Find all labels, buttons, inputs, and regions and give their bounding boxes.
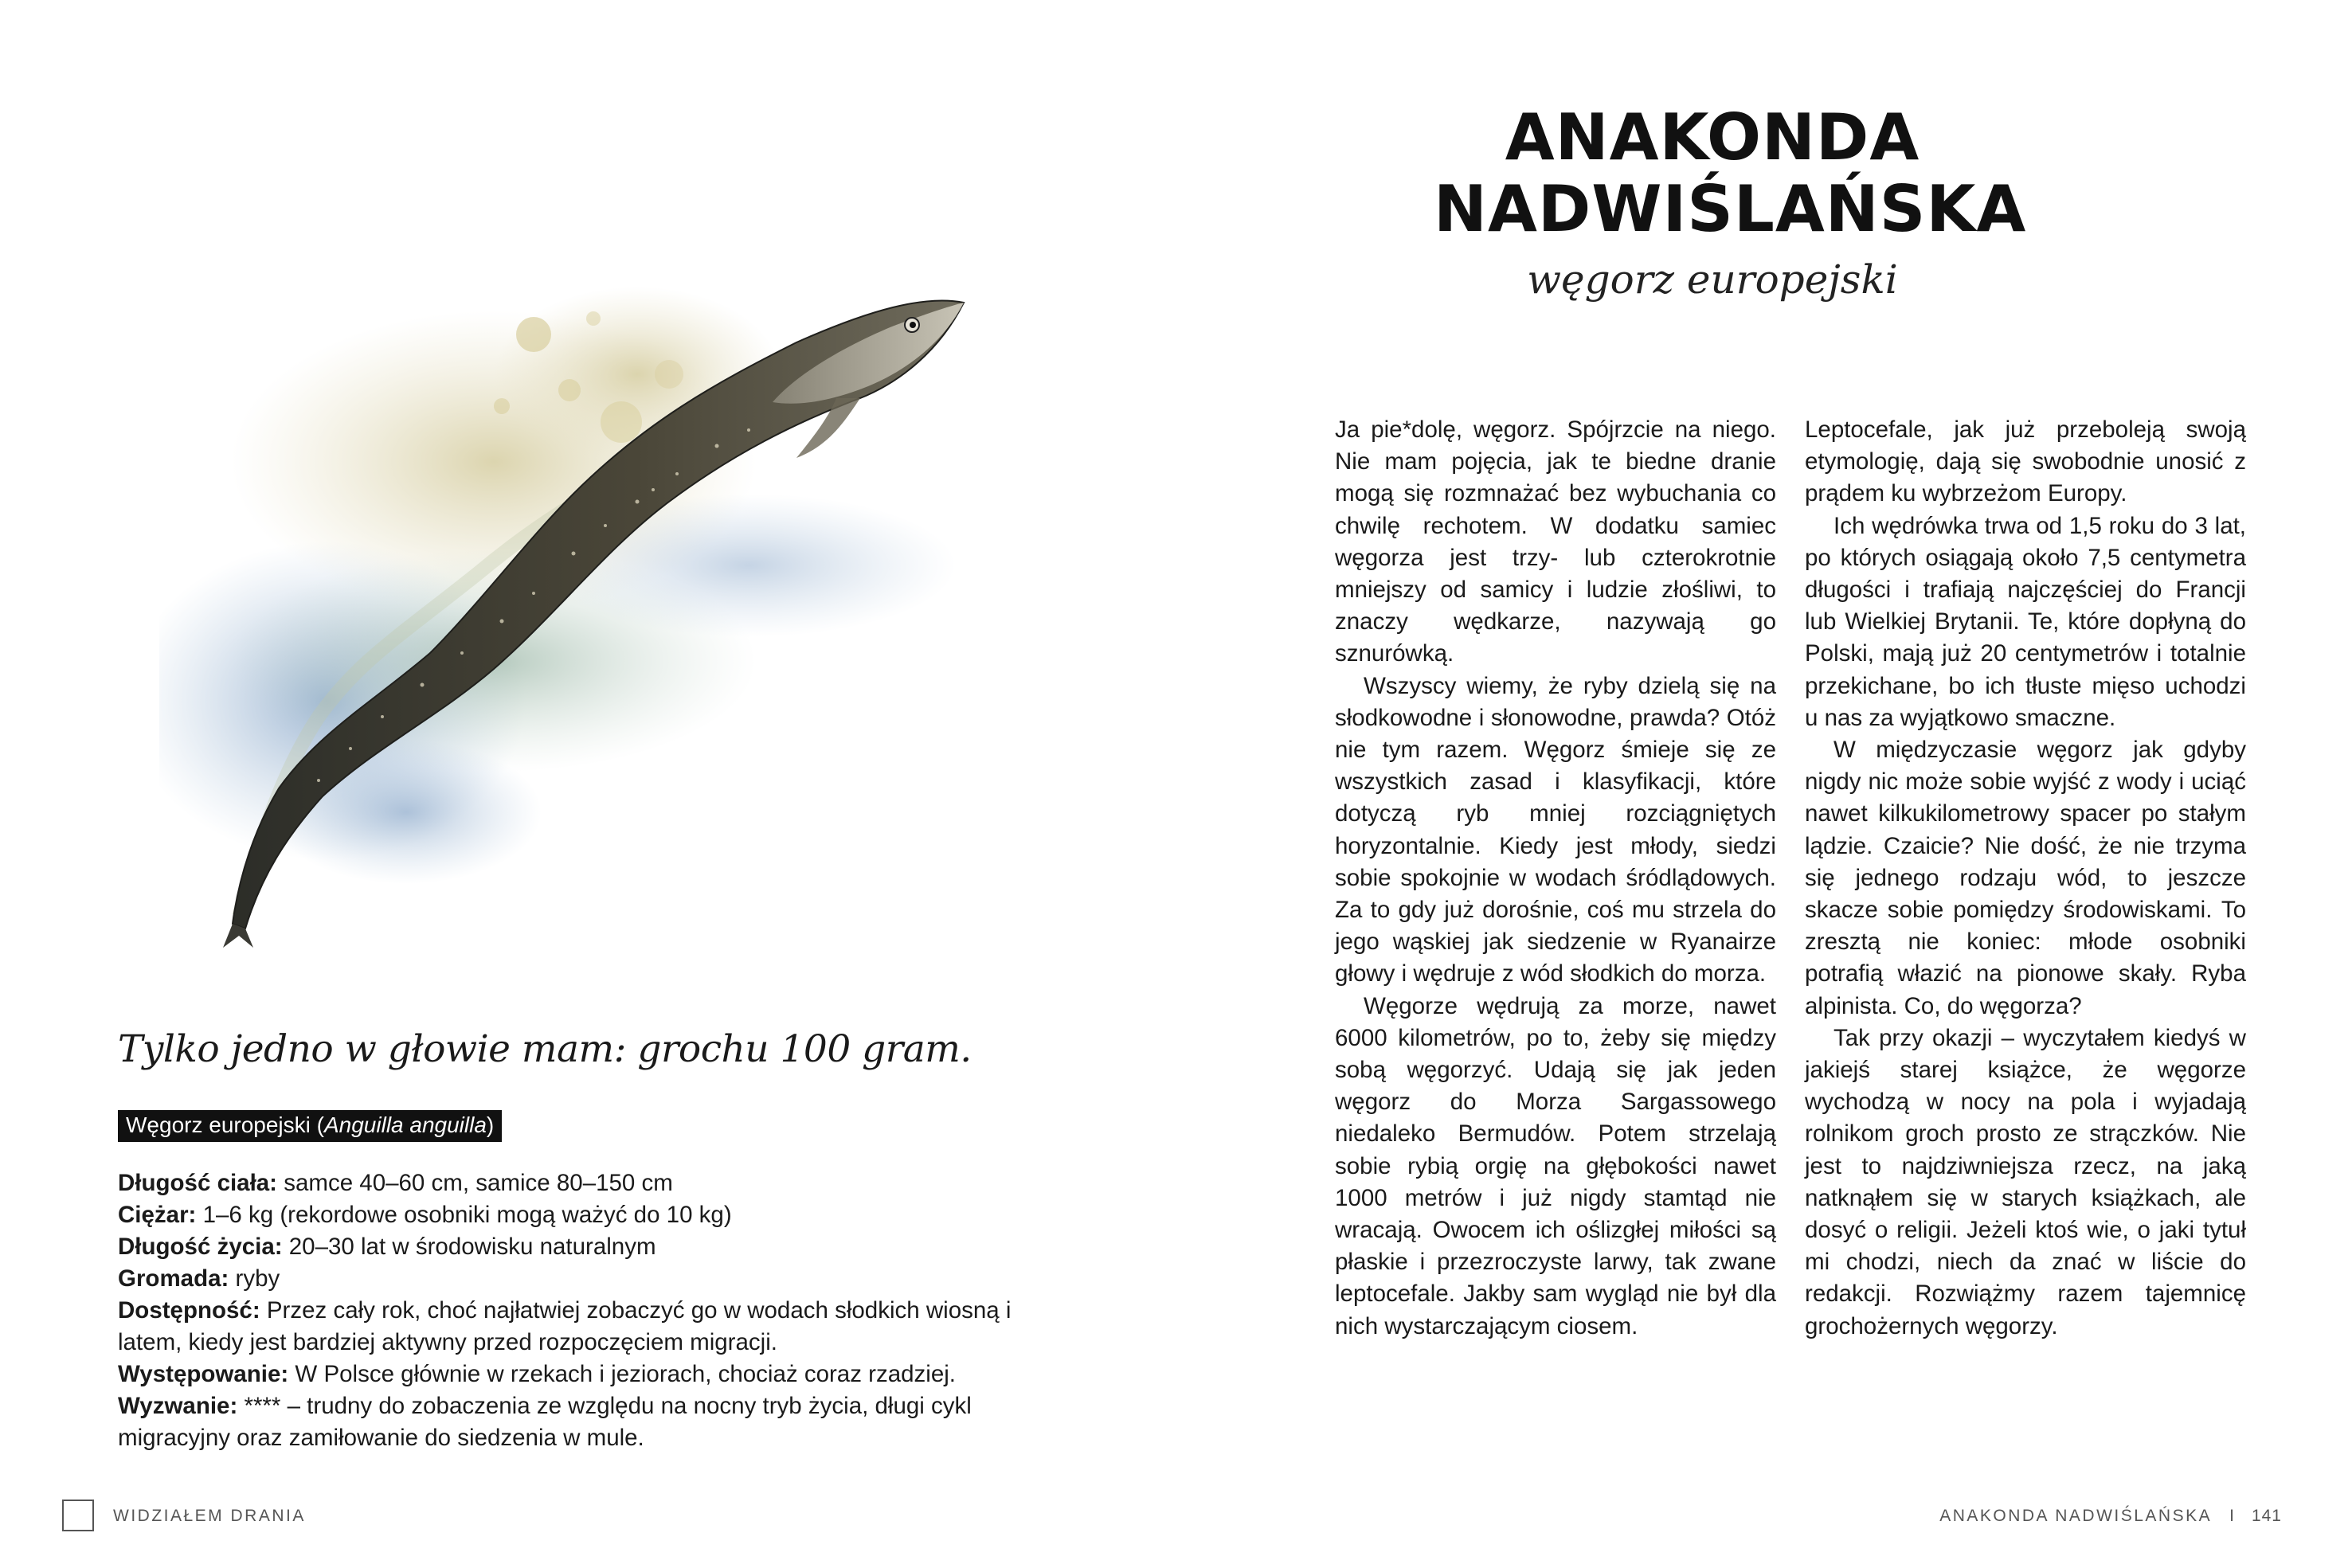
text-column-2 [1805, 414, 2246, 1343]
footer-square-icon [62, 1500, 94, 1531]
fact-challenge [118, 1390, 1018, 1454]
eel-quote: Tylko jedno w głowie mam: grochu 100 gram. [118, 1027, 972, 1071]
fact-value: Przez cały rok, choć najłatwiej zobaczyć go w wodach słodkich wiosną i latem, kiedy jest bardziej aktywny przed rozpoczęciem migracji. [118, 1297, 1012, 1355]
species-name-close: ) [486, 1112, 495, 1137]
text-column-1 [1335, 414, 1776, 1343]
fact-value: ryby [229, 1265, 280, 1292]
fact-value: 20–30 lat w środowisku naturalnym [282, 1234, 656, 1260]
fact-value: 1–6 kg (rekordowe osobniki mogą ważyć do 10 kg) [196, 1202, 732, 1228]
paragraph: Wszyscy wiemy, że ryby dzielą się na słodkowodne i słonowodne, prawda? Otóż nie tym razem. Węgorz śmieje się ze wszystkich zasad i klasyfikacji, które dotyczą ryb mniej rozciągniętych horyzontalnie. Kiedy jest młody, siedzi sobie spokojnie w wodach śródlądowych. Za to gdy już dorośnie, coś mu strzela do jego wąskiej jak siedzenie w Ryanairze głowy i wędruje z wód słodkich do morza. [1335, 672, 1776, 987]
paragraph: Leptocefale, jak już przeboleją swoją etymologię, dają się swobodnie unosić z prądem ku wybrzeżom Europy. [1805, 416, 2246, 507]
footer-chapter-title: ANAKONDA NADWIŚLAŃSKA [1939, 1507, 2213, 1525]
fact-value: **** – trudny do zobaczenia ze względu na nocny tryb życia, długi cykl migracyjny oraz zamiłowanie do siedzenia w mule. [118, 1393, 972, 1451]
fact-label: Długość życia: [118, 1234, 283, 1260]
page-subtitle: węgorz europejski [1527, 256, 1898, 303]
fact-availability [118, 1295, 1018, 1359]
page-number: 141 [2251, 1507, 2282, 1525]
eel-watercolor-illustration [159, 287, 1019, 948]
title-line-1: ANAKONDA [1505, 100, 1920, 174]
title-line-2: NADWIŚLAŃSKA [1434, 172, 2027, 246]
fact-weight [118, 1199, 1018, 1231]
paragraph: Ich wędrówka trwa od 1,5 roku do 3 lat, po których osiągają około 7,5 centymetra długości i trafiają najczęściej do Francji lub Wielkiej Brytanii. Te, które dopłyną do Polski, mają już 20 centymetrów i totalnie przekichane, bo ich tłuste mięso uchodzi u nas za wyjątkowo smaczne. [1805, 512, 2246, 731]
paragraph: W międzyczasie węgorz jak gdyby nigdy nic może sobie wyjść z wody i uciąć nawet kilkukilometrowy spacer po stałym lądzie. Czaicie? Nie dość, że nie trzyma się jednego rodzaju wód, to jeszcze skacze sobie pomiędzy środowiskami. To zresztą nie koniec: młode osobniki potrafią włazić na pionowe skały. Ryba alpinista. Co, do węgorza? [1805, 737, 2246, 1019]
paragraph: Tak przy okazji – wyczytałem kiedyś w jakiejś starej książce, że węgorze wychodzą w nocy na pola i wyjadają rolnikom groch prosto ze strączków. Nie jest to najdziwniejsza rzecz, na jaką natknąłem się w starych książkach, ale dosyć o religii. Jeżeli ktoś wie, o jaki tytuł mi chodzi, niech da znać w liście do redakcji. Rozwiążmy razem tajemnicę grochożernych węgorzy. [1805, 1024, 2246, 1339]
fact-value: samce 40–60 cm, samice 80–150 cm [277, 1170, 673, 1196]
fact-lifespan [118, 1231, 1018, 1263]
paragraph: Węgorze wędrują za morze, nawet 6000 kilometrów, po to, żeby się między sobą węgorzyć. Udają się jak jeden węgorz do Morza Sargassowego niedaleko Bermudów. Potem strzelają sobie rybią orgię na głębokości nawet 1000 metrów i już nigdy stamtąd nie wracają. Owocem ich oślizgłej miłości są płaskie i przezroczyste larwy, tak zwane leptocefale. Jakby sam wygląd nie był dla nich wystarczającym ciosem. [1335, 992, 1776, 1339]
fact-value: W Polsce głównie w rzekach i jeziorach, chociaż coraz rzadziej. [288, 1361, 957, 1387]
page-title [1434, 100, 2027, 246]
fact-class [118, 1263, 1018, 1295]
paragraph: Ja pie*dolę, węgorz. Spójrzcie na niego. Nie mam pojęcia, jak te biedne dranie mogą się rozmnażać bez wybuchania co chwilę rechotem. W dodatku samiec węgorza jest trzy- lub czterokrotnie mniejszy od samicy i ludzie złośliwi, to znaczy wędkarze, nazywają go sznurówką. [1335, 416, 1776, 667]
fact-label: Dostępność: [118, 1297, 260, 1324]
footer-running-head [1939, 1507, 2282, 1526]
fact-label: Wyzwanie: [118, 1393, 238, 1419]
fact-occurrence [118, 1359, 1018, 1390]
fact-label: Długość ciała: [118, 1170, 278, 1196]
footer-book-title: WIDZIAŁEM DRANIA [113, 1507, 306, 1525]
species-name-badge [118, 1110, 502, 1142]
species-common-name: Węgorz europejski ( [126, 1112, 324, 1137]
fact-label: Gromada: [118, 1265, 229, 1292]
fact-length [118, 1167, 1018, 1199]
species-facts [118, 1167, 1018, 1454]
fact-label: Występowanie: [118, 1361, 289, 1387]
footer-separator: I [2229, 1507, 2234, 1525]
species-latin-name: Anguilla anguilla [323, 1112, 487, 1137]
fact-label: Ciężar: [118, 1202, 197, 1228]
